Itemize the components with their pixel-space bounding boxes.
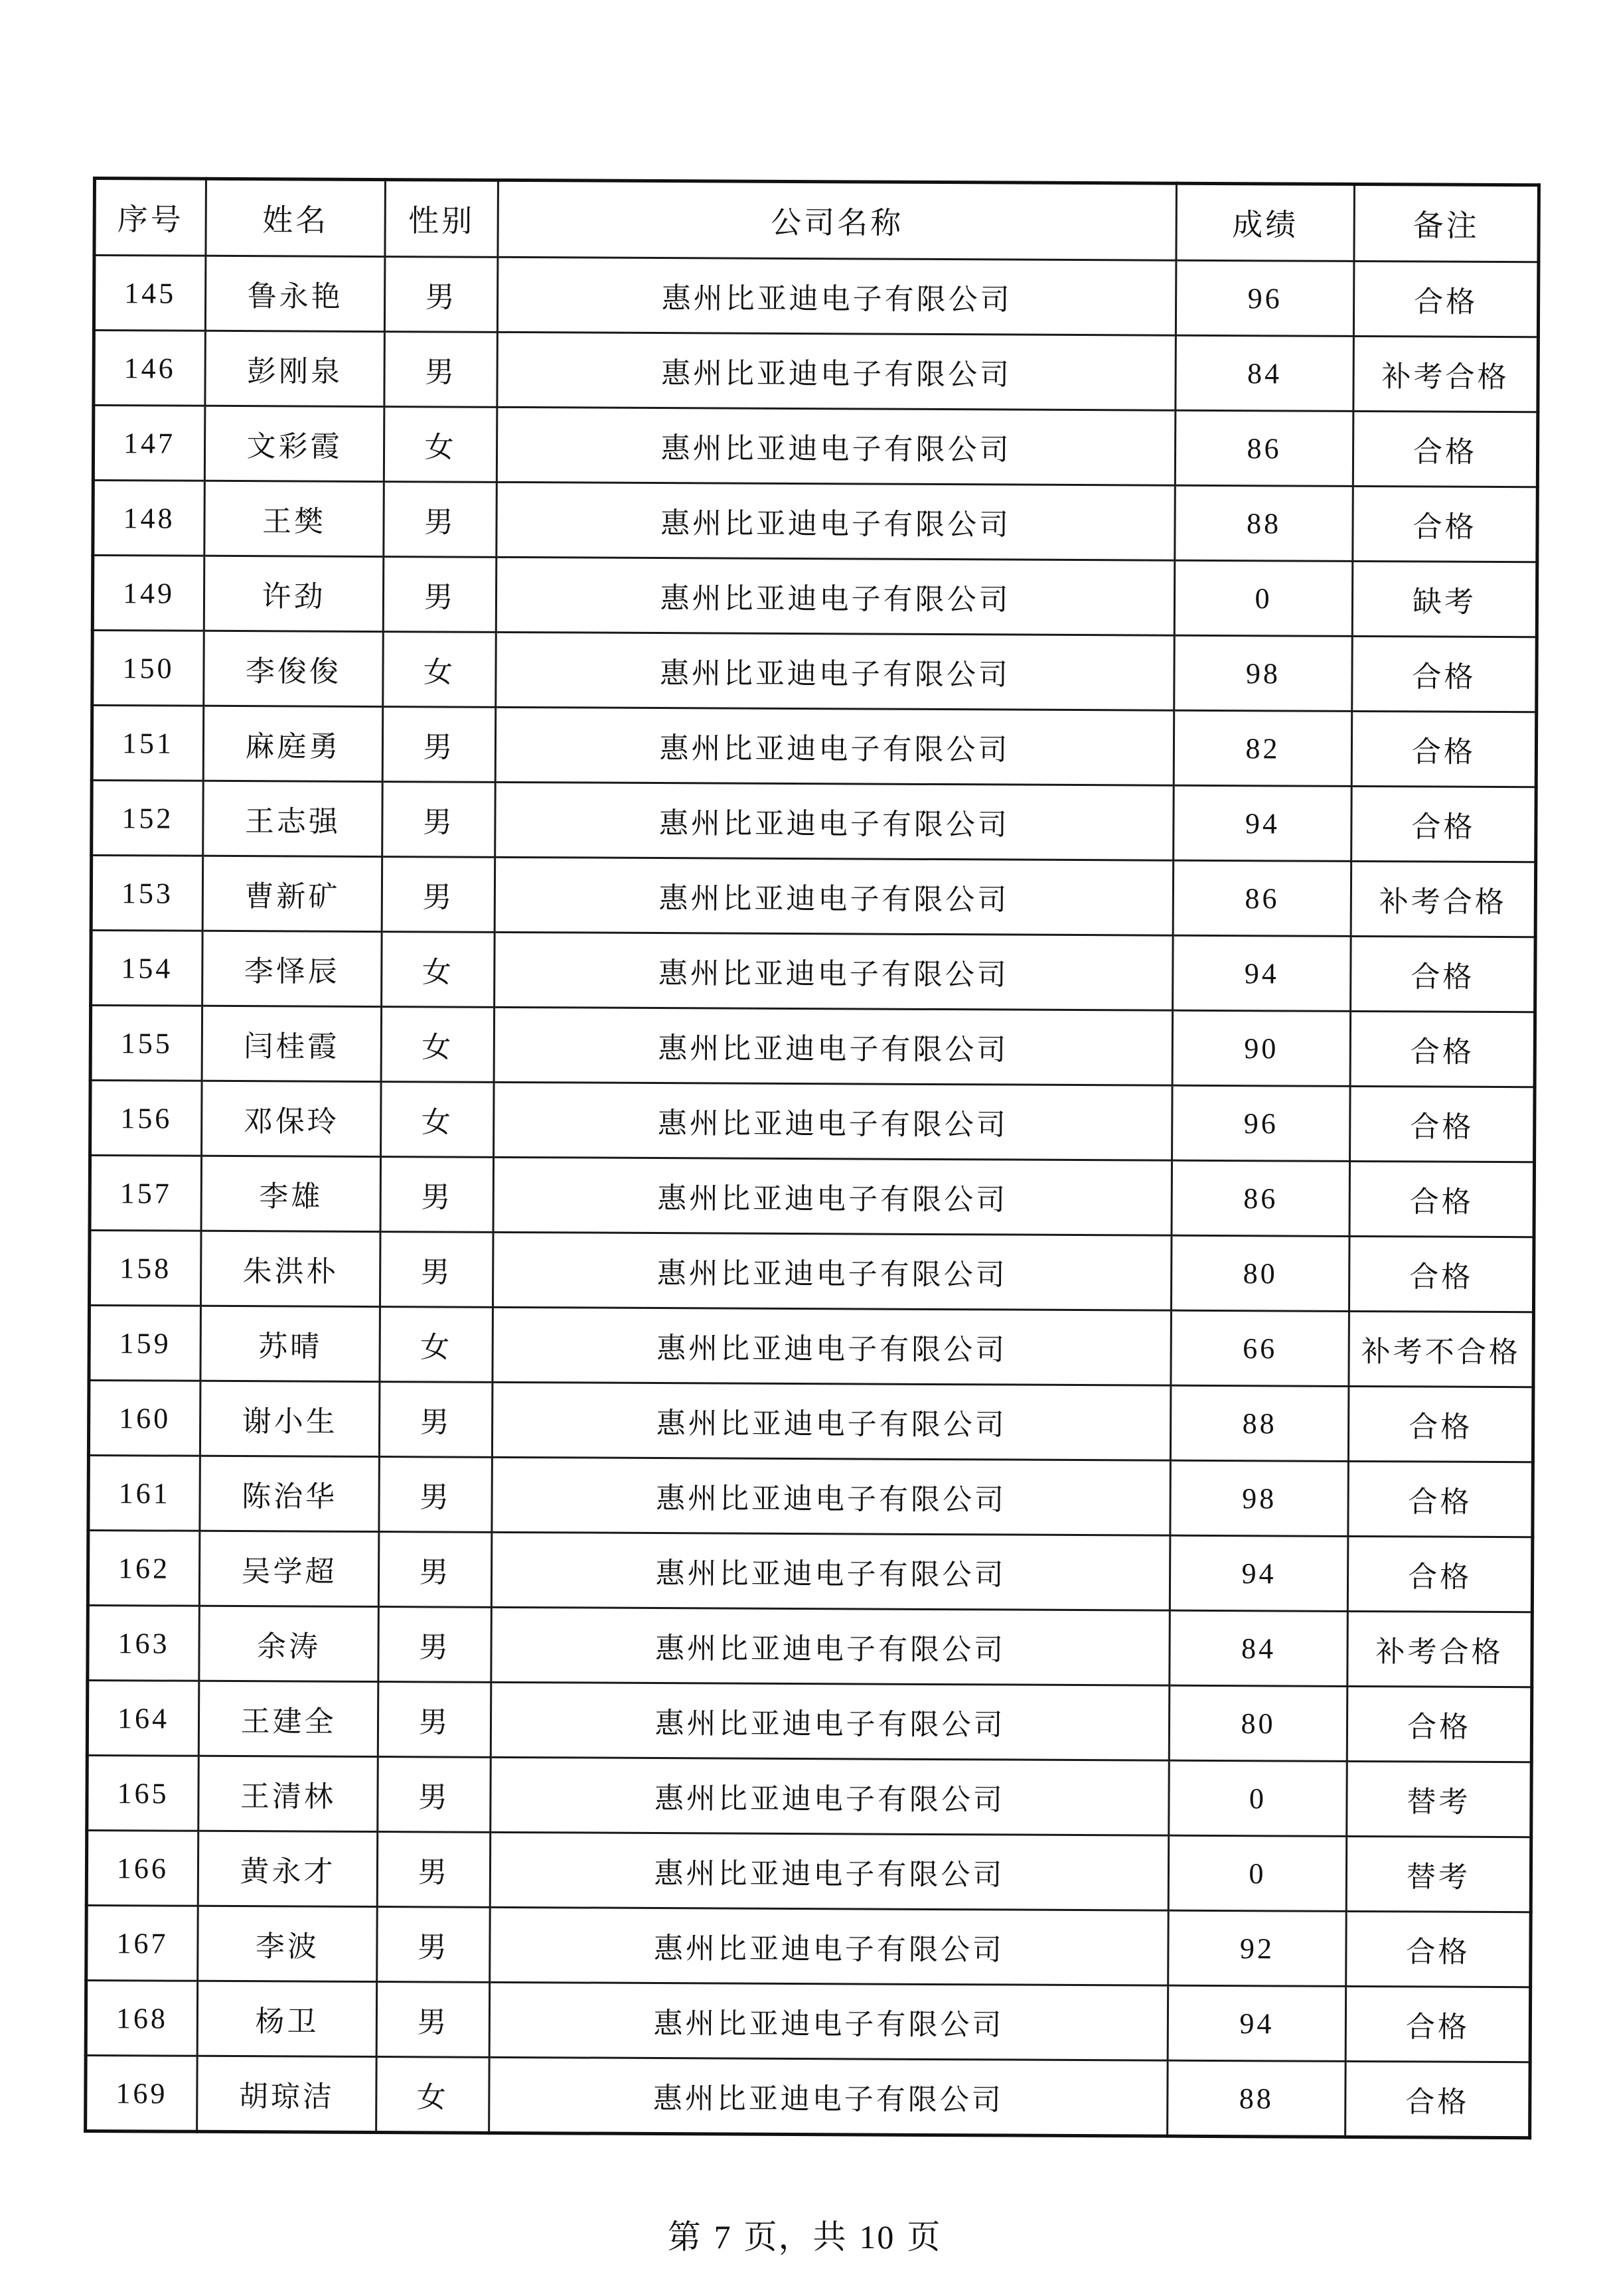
cell-name: 朱洪朴 bbox=[200, 1231, 380, 1306]
cell-gender: 女 bbox=[383, 632, 497, 708]
header-company: 公司名称 bbox=[498, 180, 1177, 260]
footer-suffix: 页 bbox=[907, 2218, 942, 2256]
cell-score: 96 bbox=[1176, 260, 1354, 336]
cell-company: 惠州比亚迪电子有限公司 bbox=[493, 1307, 1172, 1385]
cell-name: 文彩霞 bbox=[204, 406, 384, 481]
table-row bbox=[94, 331, 1539, 412]
table-row bbox=[88, 1530, 1533, 1612]
cell-name: 曹新矿 bbox=[202, 856, 382, 931]
cell-score: 66 bbox=[1171, 1310, 1349, 1386]
cell-score: 92 bbox=[1168, 1910, 1347, 1986]
footer-total-pages: 10 bbox=[859, 2218, 895, 2256]
header-name: 姓名 bbox=[206, 179, 386, 256]
cell-score: 88 bbox=[1175, 485, 1353, 561]
cell-name: 谢小生 bbox=[200, 1381, 380, 1456]
cell-score: 98 bbox=[1174, 635, 1353, 711]
table-row bbox=[88, 1455, 1533, 1537]
table-row bbox=[91, 856, 1536, 937]
cell-seq: 167 bbox=[86, 1905, 198, 1981]
cell-seq: 147 bbox=[93, 406, 205, 481]
cell-seq: 154 bbox=[91, 930, 203, 1006]
cell-score: 86 bbox=[1173, 860, 1351, 936]
table-row bbox=[86, 1830, 1531, 1912]
cell-seq: 163 bbox=[88, 1605, 200, 1681]
cell-company: 惠州比亚迪电子有限公司 bbox=[491, 1757, 1170, 1835]
cell-gender: 男 bbox=[384, 482, 497, 558]
table-row bbox=[87, 1680, 1532, 1762]
cell-company: 惠州比亚迪电子有限公司 bbox=[490, 1907, 1169, 1985]
cell-seq: 168 bbox=[86, 1980, 198, 2056]
cell-company: 惠州比亚迪电子有限公司 bbox=[497, 407, 1176, 485]
cell-gender: 男 bbox=[377, 1832, 491, 1908]
cell-company: 惠州比亚迪电子有限公司 bbox=[491, 1532, 1170, 1610]
cell-gender: 男 bbox=[379, 1382, 493, 1458]
cell-name: 李俊俊 bbox=[204, 631, 384, 706]
table-row bbox=[88, 1380, 1533, 1462]
cell-score: 98 bbox=[1170, 1460, 1349, 1536]
cell-remark: 合格 bbox=[1351, 786, 1537, 862]
cell-gender: 男 bbox=[382, 707, 496, 783]
cell-name: 王樊 bbox=[204, 481, 384, 556]
cell-name: 李波 bbox=[198, 1906, 378, 1981]
cell-score: 80 bbox=[1171, 1235, 1349, 1311]
cell-name: 李雄 bbox=[201, 1156, 381, 1231]
cell-score: 0 bbox=[1169, 1760, 1347, 1836]
cell-gender: 男 bbox=[377, 1907, 491, 1983]
table-row bbox=[89, 1230, 1534, 1312]
cell-remark: 合格 bbox=[1348, 1386, 1533, 1462]
cell-company: 惠州比亚迪电子有限公司 bbox=[493, 1157, 1172, 1235]
table-header-row bbox=[94, 179, 1539, 262]
cell-gender: 女 bbox=[381, 1082, 495, 1158]
cell-gender: 男 bbox=[382, 857, 495, 933]
cell-company: 惠州比亚迪电子有限公司 bbox=[496, 632, 1175, 710]
cell-remark: 合格 bbox=[1347, 1686, 1532, 1762]
cell-remark: 补考合格 bbox=[1353, 336, 1539, 412]
cell-remark: 合格 bbox=[1346, 1911, 1531, 1987]
cell-name: 余涛 bbox=[199, 1606, 379, 1681]
cell-seq: 157 bbox=[90, 1155, 202, 1231]
cell-gender: 男 bbox=[382, 782, 496, 858]
cell-remark: 合格 bbox=[1353, 411, 1538, 487]
cell-company: 惠州比亚迪电子有限公司 bbox=[494, 1082, 1173, 1160]
cell-seq: 155 bbox=[90, 1005, 202, 1081]
header-score: 成绩 bbox=[1176, 183, 1355, 261]
cell-gender: 男 bbox=[380, 1157, 494, 1233]
cell-name: 彭刚泉 bbox=[205, 331, 385, 406]
cell-gender: 女 bbox=[376, 2057, 490, 2133]
table-row bbox=[86, 1980, 1531, 2062]
table-row bbox=[93, 406, 1538, 487]
cell-company: 惠州比亚迪电子有限公司 bbox=[491, 1607, 1170, 1685]
cell-seq: 164 bbox=[87, 1680, 199, 1756]
cell-gender: 男 bbox=[376, 1982, 490, 2058]
cell-name: 胡琼洁 bbox=[197, 2056, 377, 2132]
cell-company: 惠州比亚迪电子有限公司 bbox=[497, 257, 1176, 335]
table-row bbox=[92, 781, 1537, 862]
cell-company: 惠州比亚迪电子有限公司 bbox=[494, 1007, 1173, 1085]
page-footer bbox=[0, 2210, 1609, 2258]
cell-company: 惠州比亚迪电子有限公司 bbox=[489, 1982, 1168, 2060]
table-row bbox=[94, 256, 1539, 337]
cell-company: 惠州比亚迪电子有限公司 bbox=[491, 1682, 1170, 1760]
cell-remark: 合格 bbox=[1353, 261, 1539, 337]
cell-seq: 169 bbox=[86, 2055, 198, 2131]
cell-gender: 女 bbox=[382, 932, 495, 1008]
cell-score: 88 bbox=[1168, 2060, 1346, 2137]
table-row bbox=[86, 2055, 1531, 2137]
cell-seq: 152 bbox=[92, 781, 204, 856]
cell-seq: 150 bbox=[92, 631, 204, 706]
cell-seq: 153 bbox=[91, 856, 203, 931]
cell-seq: 146 bbox=[94, 331, 206, 406]
cell-score: 94 bbox=[1170, 1535, 1348, 1611]
table-row bbox=[87, 1755, 1532, 1837]
cell-gender: 男 bbox=[378, 1757, 491, 1833]
cell-remark: 替考 bbox=[1347, 1761, 1532, 1837]
cell-company: 惠州比亚迪电子有限公司 bbox=[495, 782, 1174, 860]
cell-company: 惠州比亚迪电子有限公司 bbox=[496, 557, 1175, 635]
cell-remark: 替考 bbox=[1346, 1836, 1531, 1912]
cell-name: 闫桂霞 bbox=[202, 1006, 382, 1081]
footer-current-page: 7 bbox=[714, 2218, 732, 2256]
cell-seq: 161 bbox=[88, 1455, 200, 1531]
table-row bbox=[92, 706, 1537, 787]
results-table bbox=[84, 177, 1541, 2139]
cell-gender: 男 bbox=[378, 1532, 492, 1608]
cell-remark: 缺考 bbox=[1352, 561, 1537, 637]
cell-seq: 166 bbox=[86, 1830, 198, 1906]
cell-name: 麻庭勇 bbox=[203, 706, 383, 781]
cell-name: 王清林 bbox=[198, 1756, 378, 1831]
cell-remark: 合格 bbox=[1345, 2061, 1531, 2137]
cell-gender: 女 bbox=[381, 1007, 495, 1083]
cell-company: 惠州比亚迪电子有限公司 bbox=[492, 1457, 1171, 1535]
cell-seq: 145 bbox=[94, 256, 206, 331]
cell-name: 杨卫 bbox=[197, 1981, 377, 2056]
cell-name: 邓保玲 bbox=[202, 1081, 382, 1156]
cell-remark: 合格 bbox=[1351, 711, 1537, 787]
cell-name: 苏晴 bbox=[200, 1306, 380, 1381]
cell-remark: 合格 bbox=[1353, 486, 1538, 562]
cell-name: 黄永才 bbox=[198, 1831, 378, 1906]
cell-score: 94 bbox=[1168, 1985, 1346, 2061]
cell-remark: 合格 bbox=[1350, 1086, 1535, 1162]
cell-gender: 男 bbox=[378, 1607, 492, 1683]
cell-score: 86 bbox=[1175, 410, 1353, 486]
cell-seq: 149 bbox=[92, 556, 204, 631]
footer-middle: 页，共 bbox=[743, 2218, 848, 2256]
cell-gender: 女 bbox=[384, 407, 497, 483]
cell-seq: 160 bbox=[88, 1380, 200, 1456]
cell-name: 李怿辰 bbox=[202, 931, 382, 1006]
table-row bbox=[91, 930, 1536, 1012]
cell-remark: 补考合格 bbox=[1351, 861, 1536, 937]
cell-remark: 补考合格 bbox=[1347, 1611, 1533, 1687]
cell-company: 惠州比亚迪电子有限公司 bbox=[489, 2057, 1168, 2136]
cell-name: 吴学超 bbox=[199, 1531, 379, 1606]
cell-remark: 合格 bbox=[1349, 1236, 1534, 1312]
cell-company: 惠州比亚迪电子有限公司 bbox=[495, 857, 1174, 935]
table-row bbox=[92, 556, 1537, 637]
cell-remark: 合格 bbox=[1345, 1986, 1531, 2062]
table-row bbox=[86, 1905, 1531, 1987]
cell-seq: 148 bbox=[93, 481, 205, 556]
cell-remark: 合格 bbox=[1347, 1536, 1533, 1612]
cell-score: 88 bbox=[1170, 1385, 1349, 1461]
cell-company: 惠州比亚迪电子有限公司 bbox=[495, 707, 1174, 785]
header-gender: 性别 bbox=[385, 180, 498, 258]
table-row bbox=[88, 1605, 1533, 1687]
header-seq: 序号 bbox=[94, 179, 206, 256]
cell-remark: 补考不合格 bbox=[1349, 1311, 1534, 1387]
cell-remark: 合格 bbox=[1350, 1011, 1535, 1087]
cell-remark: 合格 bbox=[1348, 1461, 1533, 1537]
cell-company: 惠州比亚迪电子有限公司 bbox=[490, 1832, 1169, 1910]
cell-company: 惠州比亚迪电子有限公司 bbox=[493, 1232, 1172, 1310]
cell-score: 94 bbox=[1173, 935, 1351, 1011]
cell-seq: 151 bbox=[92, 706, 204, 781]
table-row bbox=[90, 1005, 1535, 1087]
cell-name: 陈治华 bbox=[200, 1456, 380, 1531]
table-row bbox=[90, 1155, 1535, 1237]
cell-company: 惠州比亚迪电子有限公司 bbox=[497, 482, 1176, 560]
cell-seq: 158 bbox=[89, 1230, 201, 1306]
cell-remark: 合格 bbox=[1349, 1161, 1535, 1237]
table-row bbox=[89, 1305, 1534, 1387]
table-row bbox=[90, 1080, 1535, 1162]
table-body bbox=[86, 256, 1539, 2138]
cell-seq: 159 bbox=[89, 1305, 201, 1381]
cell-gender: 男 bbox=[380, 1232, 493, 1308]
table-row bbox=[93, 481, 1538, 562]
header-remark: 备注 bbox=[1354, 184, 1539, 262]
cell-company: 惠州比亚迪电子有限公司 bbox=[497, 332, 1176, 410]
cell-remark: 合格 bbox=[1352, 636, 1537, 712]
cell-seq: 156 bbox=[90, 1080, 202, 1156]
cell-gender: 男 bbox=[384, 332, 498, 408]
cell-gender: 男 bbox=[384, 257, 498, 333]
results-sheet bbox=[84, 177, 1537, 2139]
cell-score: 84 bbox=[1170, 1610, 1348, 1686]
cell-company: 惠州比亚迪电子有限公司 bbox=[495, 932, 1174, 1010]
cell-gender: 男 bbox=[378, 1682, 491, 1758]
cell-name: 王志强 bbox=[203, 781, 383, 856]
cell-score: 82 bbox=[1174, 710, 1352, 786]
cell-name: 许劲 bbox=[204, 556, 384, 631]
table-row bbox=[92, 631, 1537, 712]
cell-score: 90 bbox=[1172, 1010, 1351, 1086]
cell-seq: 162 bbox=[88, 1530, 200, 1606]
cell-remark: 合格 bbox=[1351, 936, 1536, 1012]
cell-score: 96 bbox=[1172, 1085, 1351, 1161]
cell-score: 86 bbox=[1172, 1160, 1350, 1236]
footer-prefix: 第 bbox=[667, 2218, 702, 2256]
cell-name: 王建全 bbox=[198, 1681, 378, 1756]
cell-score: 0 bbox=[1168, 1835, 1347, 1911]
cell-gender: 男 bbox=[379, 1457, 493, 1533]
cell-score: 0 bbox=[1174, 560, 1353, 636]
cell-gender: 男 bbox=[383, 557, 497, 633]
cell-score: 80 bbox=[1169, 1685, 1347, 1761]
cell-seq: 165 bbox=[87, 1755, 199, 1831]
cell-company: 惠州比亚迪电子有限公司 bbox=[492, 1382, 1171, 1460]
cell-gender: 女 bbox=[380, 1307, 493, 1383]
cell-score: 84 bbox=[1176, 335, 1354, 411]
cell-score: 94 bbox=[1174, 785, 1352, 861]
cell-name: 鲁永艳 bbox=[205, 256, 385, 331]
